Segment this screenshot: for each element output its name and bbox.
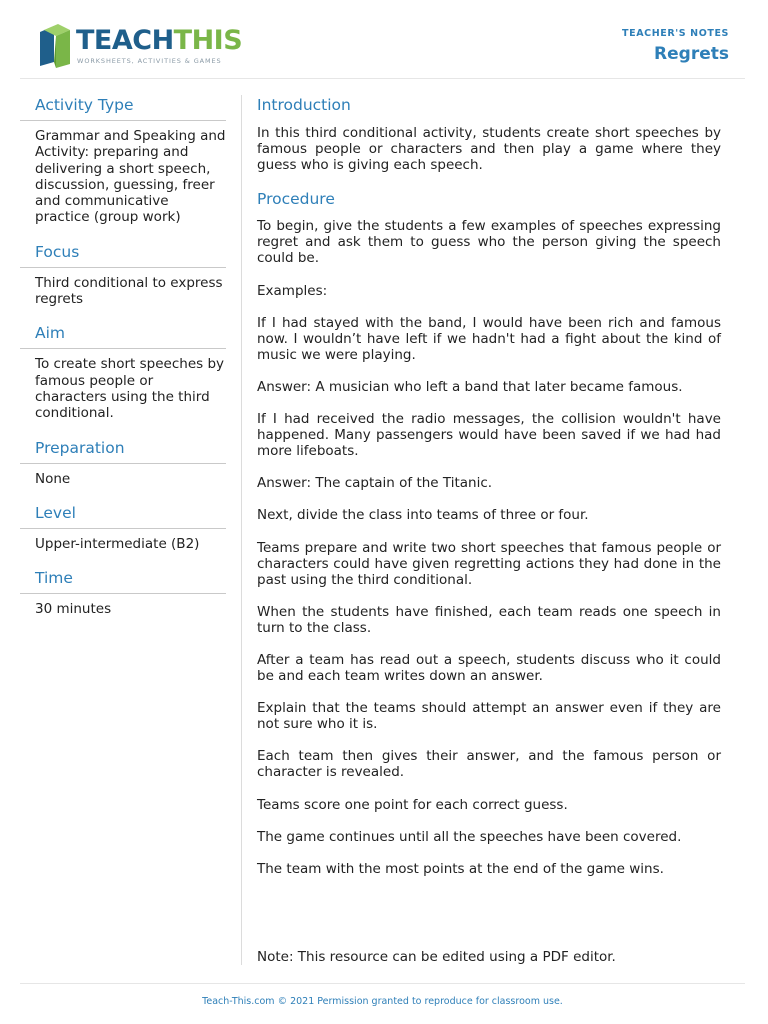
logo-tagline: WORKSHEETS, ACTIVITIES & GAMES [77,57,222,65]
procedure-paragraph: The game continues until all the speeches have been covered. [257,828,682,845]
procedure-paragraph: To begin, give the students a few examples of speeches expressing regret and ask them to guess who the person giving the speech could be. [257,218,721,267]
introduction-text: In this third conditional activity, students create short speeches by famous people or characters and then play a game where they guess who is giving each speech. [257,125,721,174]
section-heading: Time [20,568,226,594]
procedure-paragraph: Answer: The captain of the Titanic. [257,475,493,492]
focus-section [20,242,226,308]
main-content [257,95,721,893]
procedure-paragraph: Each team then gives their answer, and the famous person or character is revealed. [257,748,721,781]
level-section [20,503,226,552]
section-body: Third conditional to express regrets [35,274,223,308]
procedure-paragraph: When the students have finished, each team reads one speech in turn to the class. [257,603,721,636]
section-heading: Activity Type [20,95,226,121]
time-section [20,568,226,617]
procedure-paragraph: If I had received the radio messages, the collision wouldn't have happened. Many passengers would have been saved if we had had more lifeboats. [257,411,721,460]
procedure-heading: Procedure [257,190,335,209]
page-header [20,0,745,79]
logo-wordmark: TEACHTHIS [76,25,243,56]
column-divider [241,95,242,965]
copyright-link[interactable]: Teach-This.com © 2021 Permission granted to reproduce for classroom use. [202,996,563,1007]
section-body: None [35,470,71,487]
section-heading: Focus [20,242,226,268]
section-body: Upper-intermediate (B2) [35,535,200,552]
procedure-paragraph: The team with the most points at the end of the game wins. [257,860,664,877]
sidebar [20,95,226,633]
activity-type-section [20,95,226,226]
procedure-paragraph: Next, divide the class into teams of three or four. [257,507,589,524]
page-title: Regrets [654,44,729,64]
introduction-heading: Introduction [257,96,351,114]
procedure-paragraph: After a team has read out a speech, students discuss who it could be and each team writes down an answer. [257,651,721,685]
teach-this-logo[interactable] [36,22,243,70]
section-body: To create short speeches by famous people or characters using the third conditional. [35,356,225,422]
book-icon [36,22,76,68]
procedure-paragraph: Answer: A musician who left a band that later became famous. [257,378,683,395]
section-body: Grammar and Speaking and Activity: preparing and delivering a short speech, discussion, guessing, freer and communicative practice (group work) [35,128,226,226]
editing-note: Note: This resource can be edited using a PDF editor. [257,949,616,965]
procedure-paragraph: If I had stayed with the band, I would have been rich and famous now. I wouldn’t have left if we hadn't had a fight about the kind of music we were playing. [257,314,721,363]
procedure-paragraph: Examples: [257,282,328,299]
aim-section [20,323,226,421]
page-footer [20,983,745,1007]
procedure-paragraph: Teams score one point for each correct guess. [257,796,568,813]
section-label: TEACHER'S NOTES [622,28,729,39]
section-heading: Aim [20,323,226,349]
preparation-section [20,438,226,487]
section-heading: Level [20,503,226,529]
section-heading: Preparation [20,438,226,464]
section-body: 30 minutes [35,601,112,618]
procedure-paragraph: Explain that the teams should attempt an answer even if they are not sure who it is. [257,700,721,733]
procedure-paragraph: Teams prepare and write two short speeches that famous people or characters could have given regretting actions they had done in the past using the third conditional. [257,539,721,588]
